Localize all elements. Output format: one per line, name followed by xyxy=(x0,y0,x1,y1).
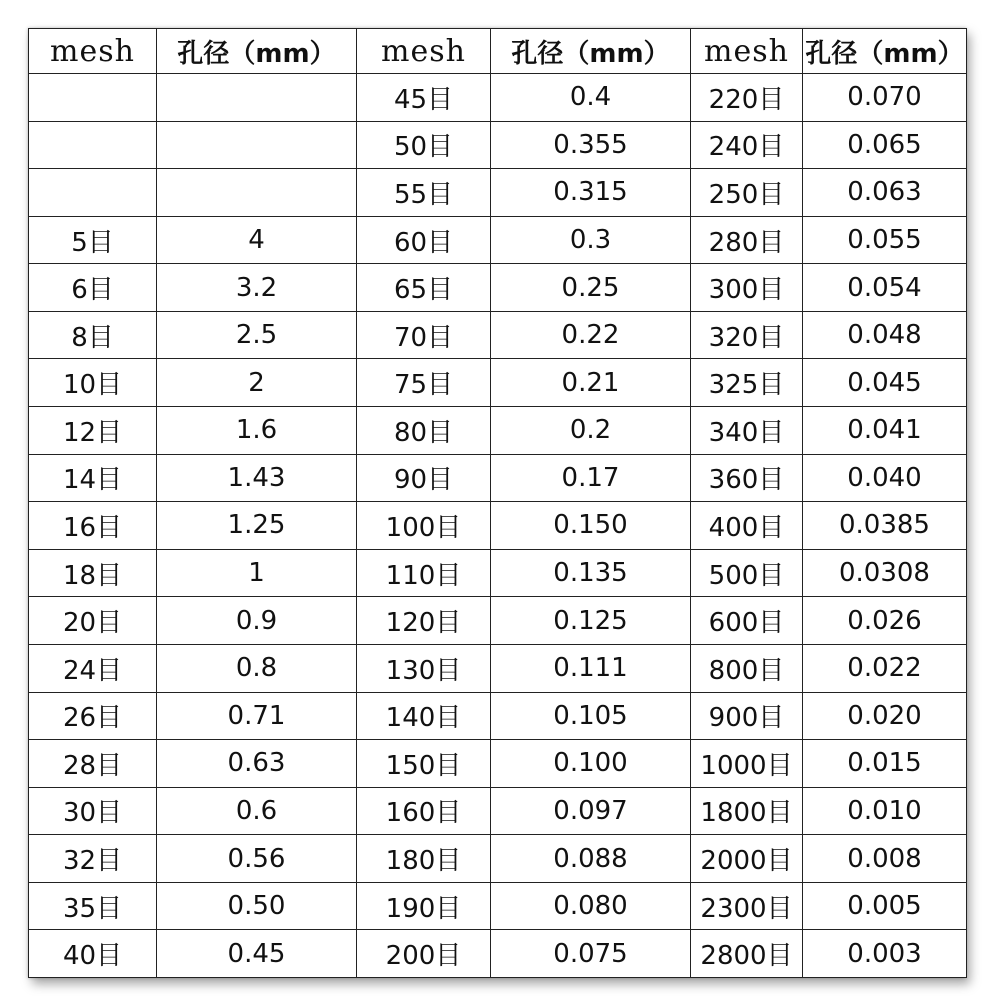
table-row xyxy=(29,407,967,455)
mesh-cell: 2800目 xyxy=(691,930,803,978)
mesh-cell: 280目 xyxy=(691,216,803,264)
mesh-cell: 6目 xyxy=(29,264,157,312)
aperture-cell xyxy=(157,121,357,169)
mesh-cell xyxy=(29,74,157,122)
aperture-cell: 0.17 xyxy=(491,454,691,502)
table-row xyxy=(29,359,967,407)
mesh-aperture-table xyxy=(28,28,967,978)
aperture-cell: 0.003 xyxy=(803,930,967,978)
aperture-cell: 0.2 xyxy=(491,407,691,455)
mesh-cell: 1800目 xyxy=(691,787,803,835)
aperture-cell: 4 xyxy=(157,216,357,264)
aperture-cell: 1 xyxy=(157,549,357,597)
aperture-cell: 3.2 xyxy=(157,264,357,312)
table-row xyxy=(29,121,967,169)
aperture-cell: 2.5 xyxy=(157,311,357,359)
aperture-cell: 0.075 xyxy=(491,930,691,978)
aperture-cell: 0.020 xyxy=(803,692,967,740)
aperture-cell: 0.111 xyxy=(491,644,691,692)
mesh-cell: 90目 xyxy=(357,454,491,502)
table-row xyxy=(29,692,967,740)
mesh-cell: 320目 xyxy=(691,311,803,359)
aperture-cell: 0.010 xyxy=(803,787,967,835)
aperture-cell: 0.088 xyxy=(491,835,691,883)
aperture-cell: 0.055 xyxy=(803,216,967,264)
header-row xyxy=(29,29,967,74)
mesh-cell: 18目 xyxy=(29,549,157,597)
aperture-cell: 0.355 xyxy=(491,121,691,169)
mesh-cell: 40目 xyxy=(29,930,157,978)
aperture-cell: 0.4 xyxy=(491,74,691,122)
aperture-cell: 0.065 xyxy=(803,121,967,169)
table-row xyxy=(29,454,967,502)
aperture-cell: 0.135 xyxy=(491,549,691,597)
aperture-cell: 0.63 xyxy=(157,740,357,788)
mesh-cell: 360目 xyxy=(691,454,803,502)
mesh-cell: 160目 xyxy=(357,787,491,835)
table-row xyxy=(29,216,967,264)
mesh-cell: 30目 xyxy=(29,787,157,835)
mesh-cell: 32目 xyxy=(29,835,157,883)
aperture-cell: 0.0308 xyxy=(803,549,967,597)
aperture-cell: 0.040 xyxy=(803,454,967,502)
aperture-cell: 0.100 xyxy=(491,740,691,788)
mesh-cell: 140目 xyxy=(357,692,491,740)
mesh-cell: 12目 xyxy=(29,407,157,455)
mesh-cell: 55目 xyxy=(357,169,491,217)
table-row xyxy=(29,835,967,883)
mesh-cell: 240目 xyxy=(691,121,803,169)
table-row xyxy=(29,264,967,312)
aperture-cell: 0.3 xyxy=(491,216,691,264)
mesh-cell: 10目 xyxy=(29,359,157,407)
mesh-cell: 130目 xyxy=(357,644,491,692)
aperture-cell: 0.150 xyxy=(491,502,691,550)
aperture-cell: 0.080 xyxy=(491,882,691,930)
aperture-cell: 0.0385 xyxy=(803,502,967,550)
aperture-cell: 0.041 xyxy=(803,407,967,455)
mesh-cell: 600目 xyxy=(691,597,803,645)
table-row xyxy=(29,644,967,692)
aperture-cell: 0.315 xyxy=(491,169,691,217)
aperture-cell: 0.6 xyxy=(157,787,357,835)
aperture-cell: 2 xyxy=(157,359,357,407)
mesh-cell: 35目 xyxy=(29,882,157,930)
mesh-cell: 2000目 xyxy=(691,835,803,883)
mesh-cell: 500目 xyxy=(691,549,803,597)
mesh-cell: 14目 xyxy=(29,454,157,502)
aperture-cell: 0.063 xyxy=(803,169,967,217)
mesh-cell: 16目 xyxy=(29,502,157,550)
mesh-cell: 75目 xyxy=(357,359,491,407)
mesh-cell: 2300目 xyxy=(691,882,803,930)
mesh-cell: 8目 xyxy=(29,311,157,359)
aperture-cell: 1.25 xyxy=(157,502,357,550)
table-row xyxy=(29,549,967,597)
aperture-cell: 0.21 xyxy=(491,359,691,407)
aperture-cell: 0.005 xyxy=(803,882,967,930)
mesh-cell: 300目 xyxy=(691,264,803,312)
mesh-cell xyxy=(29,121,157,169)
aperture-cell: 0.008 xyxy=(803,835,967,883)
table-row xyxy=(29,930,967,978)
mesh-cell: 28目 xyxy=(29,740,157,788)
table-frame xyxy=(28,28,966,978)
header-aperture-3: 孔径（mm） xyxy=(803,29,967,74)
aperture-cell: 1.43 xyxy=(157,454,357,502)
aperture-cell: 1.6 xyxy=(157,407,357,455)
header-mesh-3: mesh xyxy=(691,29,803,74)
mesh-cell: 45目 xyxy=(357,74,491,122)
table-row xyxy=(29,740,967,788)
mesh-cell: 20目 xyxy=(29,597,157,645)
mesh-cell: 400目 xyxy=(691,502,803,550)
mesh-cell: 190目 xyxy=(357,882,491,930)
aperture-cell: 0.9 xyxy=(157,597,357,645)
mesh-cell: 100目 xyxy=(357,502,491,550)
mesh-cell: 200目 xyxy=(357,930,491,978)
aperture-cell xyxy=(157,169,357,217)
mesh-cell: 65目 xyxy=(357,264,491,312)
aperture-cell: 0.045 xyxy=(803,359,967,407)
mesh-cell: 1000目 xyxy=(691,740,803,788)
mesh-cell: 110目 xyxy=(357,549,491,597)
mesh-cell: 70目 xyxy=(357,311,491,359)
header-aperture-2: 孔径（mm） xyxy=(491,29,691,74)
mesh-cell: 220目 xyxy=(691,74,803,122)
mesh-cell: 60目 xyxy=(357,216,491,264)
table-row xyxy=(29,502,967,550)
mesh-cell: 340目 xyxy=(691,407,803,455)
aperture-cell: 0.45 xyxy=(157,930,357,978)
mesh-cell: 80目 xyxy=(357,407,491,455)
table-row xyxy=(29,311,967,359)
mesh-cell: 150目 xyxy=(357,740,491,788)
mesh-cell: 325目 xyxy=(691,359,803,407)
mesh-cell: 250目 xyxy=(691,169,803,217)
mesh-cell: 800目 xyxy=(691,644,803,692)
aperture-cell: 0.56 xyxy=(157,835,357,883)
aperture-cell: 0.070 xyxy=(803,74,967,122)
mesh-cell: 900目 xyxy=(691,692,803,740)
header-mesh-2: mesh xyxy=(357,29,491,74)
aperture-cell: 0.22 xyxy=(491,311,691,359)
mesh-cell: 24目 xyxy=(29,644,157,692)
table-row xyxy=(29,787,967,835)
mesh-cell xyxy=(29,169,157,217)
aperture-cell: 0.026 xyxy=(803,597,967,645)
aperture-cell: 0.054 xyxy=(803,264,967,312)
aperture-cell: 0.8 xyxy=(157,644,357,692)
table-row xyxy=(29,597,967,645)
header-mesh-1: mesh xyxy=(29,29,157,74)
aperture-cell: 0.097 xyxy=(491,787,691,835)
table-row xyxy=(29,882,967,930)
aperture-cell: 0.048 xyxy=(803,311,967,359)
table-row xyxy=(29,169,967,217)
aperture-cell: 0.50 xyxy=(157,882,357,930)
table-row xyxy=(29,74,967,122)
header-aperture-1: 孔径（mm） xyxy=(157,29,357,74)
aperture-cell: 0.105 xyxy=(491,692,691,740)
mesh-cell: 50目 xyxy=(357,121,491,169)
aperture-cell: 0.015 xyxy=(803,740,967,788)
aperture-cell: 0.125 xyxy=(491,597,691,645)
aperture-cell: 0.71 xyxy=(157,692,357,740)
aperture-cell xyxy=(157,74,357,122)
mesh-cell: 180目 xyxy=(357,835,491,883)
aperture-cell: 0.022 xyxy=(803,644,967,692)
mesh-cell: 5目 xyxy=(29,216,157,264)
mesh-cell: 120目 xyxy=(357,597,491,645)
mesh-cell: 26目 xyxy=(29,692,157,740)
aperture-cell: 0.25 xyxy=(491,264,691,312)
